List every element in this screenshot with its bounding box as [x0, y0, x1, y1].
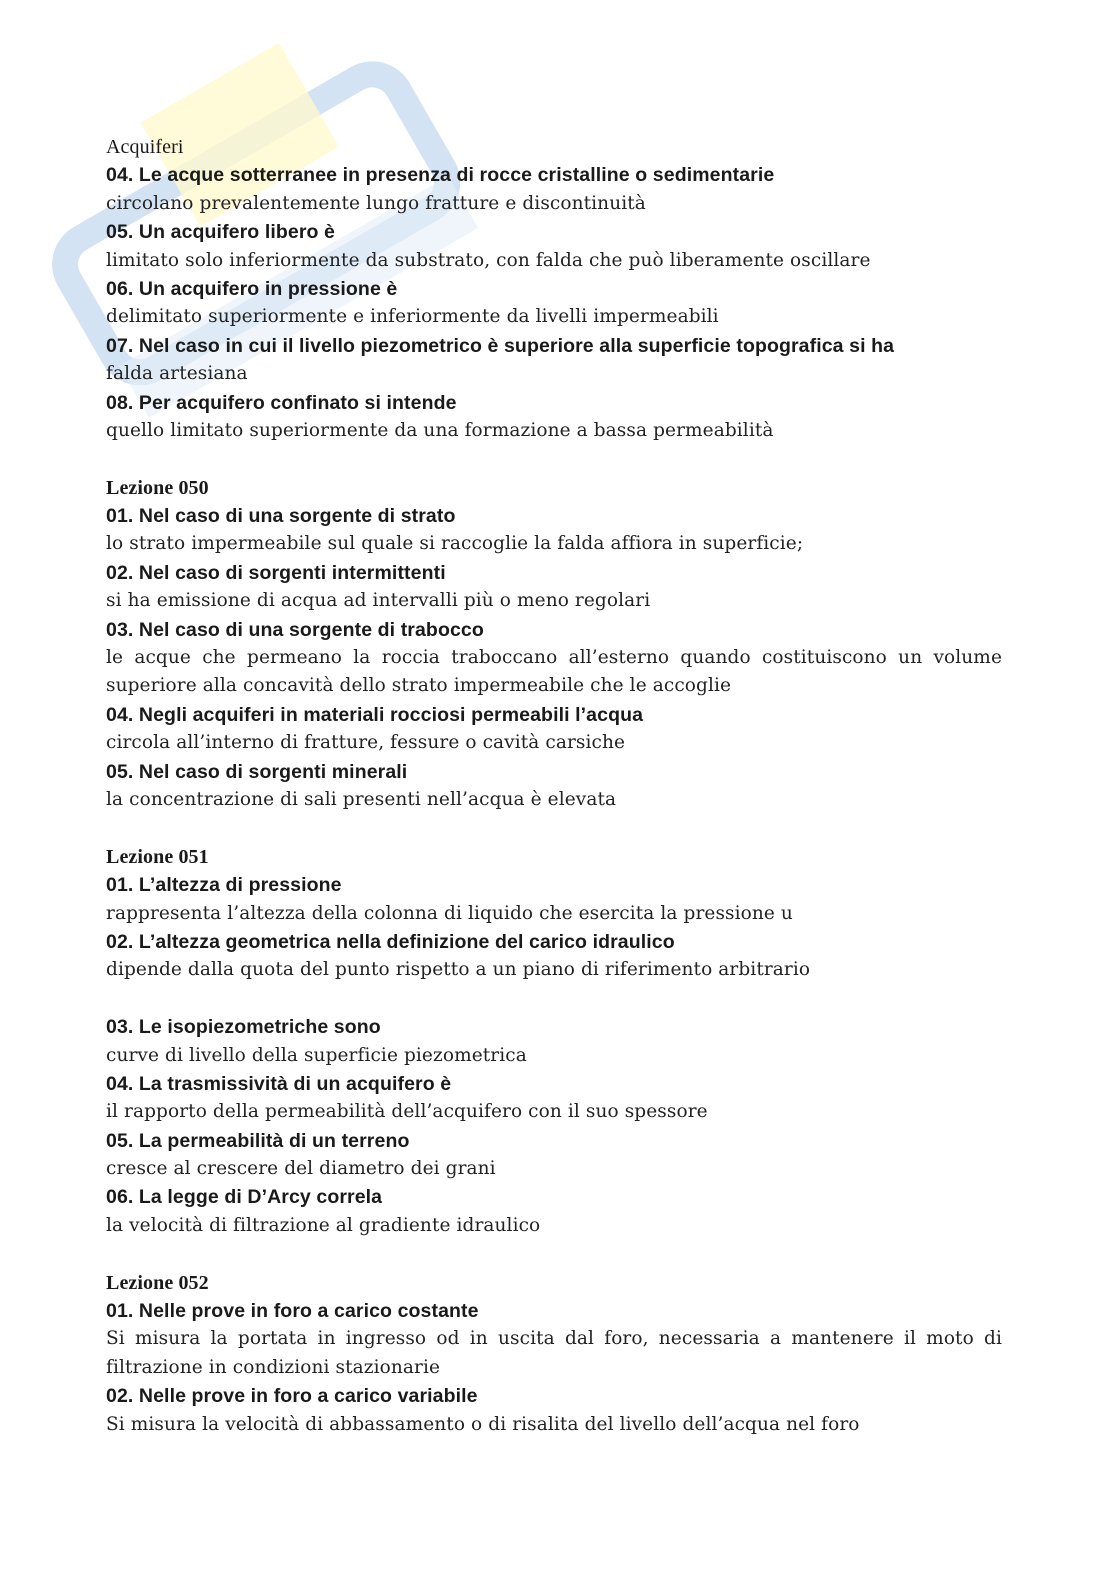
question: 06. Un acquifero in pressione è: [106, 277, 398, 300]
section-heading: Lezione 050: [106, 476, 209, 499]
question: 06. La legge di D’Arcy correla: [106, 1186, 383, 1209]
answer: la velocità di filtrazione al gradiente idraulico: [106, 1214, 541, 1236]
question: 05. Un acquifero libero è: [106, 221, 335, 244]
question: 01. Nelle prove in foro a carico costante: [106, 1300, 479, 1323]
question: 07. Nel caso in cui il livello piezometrico è superiore alla superficie topografica si ha: [106, 334, 895, 357]
section-heading: Lezione 052: [106, 1271, 209, 1294]
answer: dipende dalla quota del punto rispetto a un piano di riferimento arbitrario: [106, 959, 811, 981]
answer: falda artesiana: [106, 363, 248, 385]
spacer: [106, 814, 1002, 842]
answer: circola all’interno di fratture, fessure o cavità carsiche: [106, 732, 626, 754]
answer: delimitato superiormente e inferiormente da livelli impermeabili: [106, 306, 719, 328]
answer: lo strato impermeabile sul quale si raccoglie la falda affiora in superficie;: [106, 533, 804, 555]
answer: quello limitato superiormente da una formazione a bassa permeabilità: [106, 419, 774, 441]
spacer: [106, 1240, 1002, 1268]
answer: circolano prevalentemente lungo fratture e discontinuità: [106, 192, 646, 214]
section-heading: Lezione 051: [106, 845, 209, 868]
answer: le acque che permeano la roccia traboccano all’esterno quando costituiscono un volume superiore alla concavità dello strato impermeabile che le accoglie: [106, 647, 1002, 697]
question: 03. Nel caso di una sorgente di trabocco: [106, 618, 484, 641]
spacer: [106, 985, 1002, 1013]
question: 01. Nel caso di una sorgente di strato: [106, 505, 456, 528]
answer: curve di livello della superficie piezometrica: [106, 1044, 527, 1066]
question: 04. La trasmissività di un acquifero è: [106, 1072, 452, 1095]
answer: Si misura la velocità di abbassamento o di risalita del livello dell’acqua nel foro: [106, 1413, 860, 1435]
answer: il rapporto della permeabilità dell’acquifero con il suo spessore: [106, 1101, 708, 1123]
question: 03. Le isopiezometriche sono: [106, 1016, 381, 1039]
question: 05. La permeabilità di un terreno: [106, 1129, 410, 1152]
section-lezione-051: [106, 843, 1002, 1240]
answer: si ha emissione di acqua ad intervalli più o meno regolari: [106, 590, 651, 612]
question: 08. Per acquifero confinato si intende: [106, 391, 457, 414]
question: 05. Nel caso di sorgenti minerali: [106, 760, 408, 783]
answer: rappresenta l’altezza della colonna di liquido che esercita la pressione u: [106, 902, 793, 924]
answer: Si misura la portata in ingresso od in uscita dal foro, necessaria a mantenere il moto di filtrazione in condizioni stazionarie: [106, 1328, 1002, 1378]
section-acquiferi: [106, 161, 1002, 445]
question: 02. Nel caso di sorgenti intermittenti: [106, 561, 446, 584]
question: 04. Negli acquiferi in materiali rocciosi permeabili l’acqua: [106, 703, 644, 726]
answer: la concentrazione di sali presenti nell’acqua è elevata: [106, 789, 617, 811]
top-heading: Acquiferi: [106, 136, 184, 158]
answer: cresce al crescere del diametro dei grani: [106, 1158, 496, 1180]
question: 04. Le acque sotterranee in presenza di rocce cristalline o sedimentarie: [106, 164, 775, 187]
question: 02. Nelle prove in foro a carico variabile: [106, 1385, 478, 1408]
section-lezione-052: [106, 1269, 1002, 1439]
question: 02. L’altezza geometrica nella definizione del carico idraulico: [106, 930, 675, 953]
section-lezione-050: [106, 474, 1002, 815]
document-page: [106, 133, 1002, 1439]
answer: limitato solo inferiormente da substrato, con falda che può liberamente oscillare: [106, 249, 871, 271]
spacer: [106, 445, 1002, 473]
question: 01. L’altezza di pressione: [106, 874, 342, 897]
